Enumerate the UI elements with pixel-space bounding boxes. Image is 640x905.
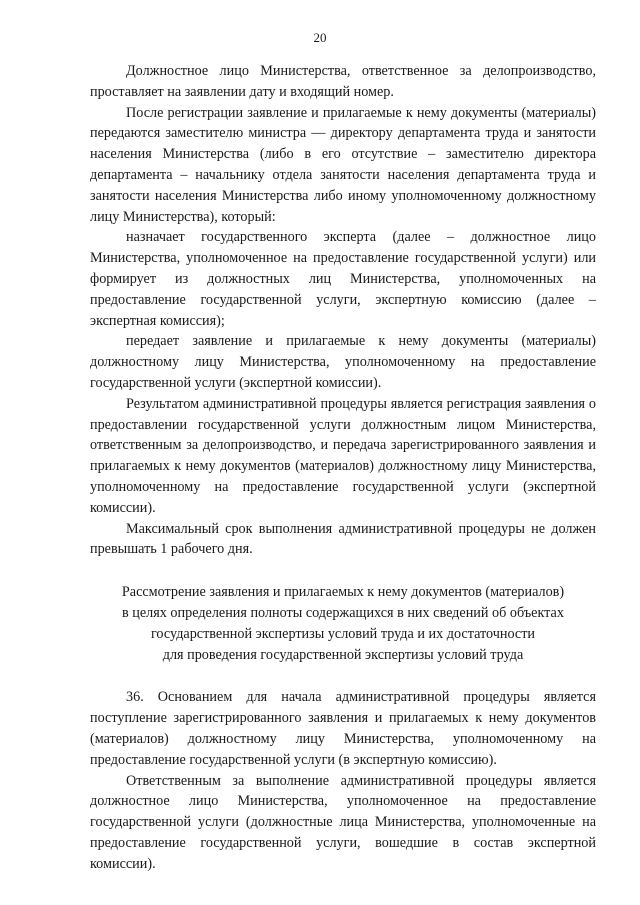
paragraph: Должностное лицо Министерства, ответственное за делопроизводство, проставляет на заявлении дату и входящий номер.	[90, 63, 596, 100]
paragraph: Результатом административной процедуры является регистрация заявления о предоставлении государственной услуги должностным лицом Министерства, ответственным за делопроизводство, и передача зарегистрированного заявления и прилагаемых к нему документов (материалов) должностному лицу Министерства, уполномоченному на предоставление государственной услуги (экспертной комиссии).	[90, 395, 596, 516]
paragraph: передает заявление и прилагаемые к нему документы (материалы) должностному лицу Министерства, уполномоченному на предоставление государственной услуги (экспертной комиссии).	[90, 333, 596, 391]
section-heading-line: в целях определения полноты содержащихся в них сведений об объектах	[122, 604, 564, 621]
paragraph: Ответственным за выполнение административной процедуры является должностное лицо Министерства, уполномоченное на предоставление государственной услуги (должностные лица Министерства, уполномоченные на предоставление государственной услуги, вошедшие в состав экспертной комиссии).	[90, 772, 596, 872]
section-heading	[90, 582, 596, 665]
page-number: 20	[313, 30, 327, 45]
paragraph: Максимальный срок выполнения административной процедуры не должен превышать 1 рабочего дня.	[90, 520, 596, 558]
section-heading-line: Рассмотрение заявления и прилагаемых к нему документов (материалов)	[121, 584, 565, 601]
paragraph: назначает государственного эксперта (далее – должностное лицо Министерства, уполномоченное на предоставление государственной услуги) или формирует из должностных лиц Министерства, уполномоченных на предоставление государственной услуги, экспертную комиссию (далее – экспертная комиссия);	[90, 229, 596, 329]
paragraph: После регистрации заявление и прилагаемые к нему документы (материалы) передаются заместителю министра — директору департамента труда и занятости населения Министерства (либо в его отсутствие – заместителю директора департамента – начальнику отдела занятости населения департамента труда и занятости населения Министерства либо иному уполномоченному должностному лицу Министерства), который:	[90, 104, 596, 225]
section-heading-line: для проведения государственной экспертизы условий труда	[162, 646, 524, 663]
document-body	[90, 61, 596, 874]
paragraph: 36. Основанием для начала административной процедуры является поступление зарегистрированного заявления и прилагаемых к нему документов (материалов) должностному лицу Министерства, уполномоченному на предоставление государственной услуги (в экспертную комиссию).	[90, 689, 596, 768]
section-heading-line: государственной экспертизы условий труда и их достаточности	[150, 625, 536, 642]
